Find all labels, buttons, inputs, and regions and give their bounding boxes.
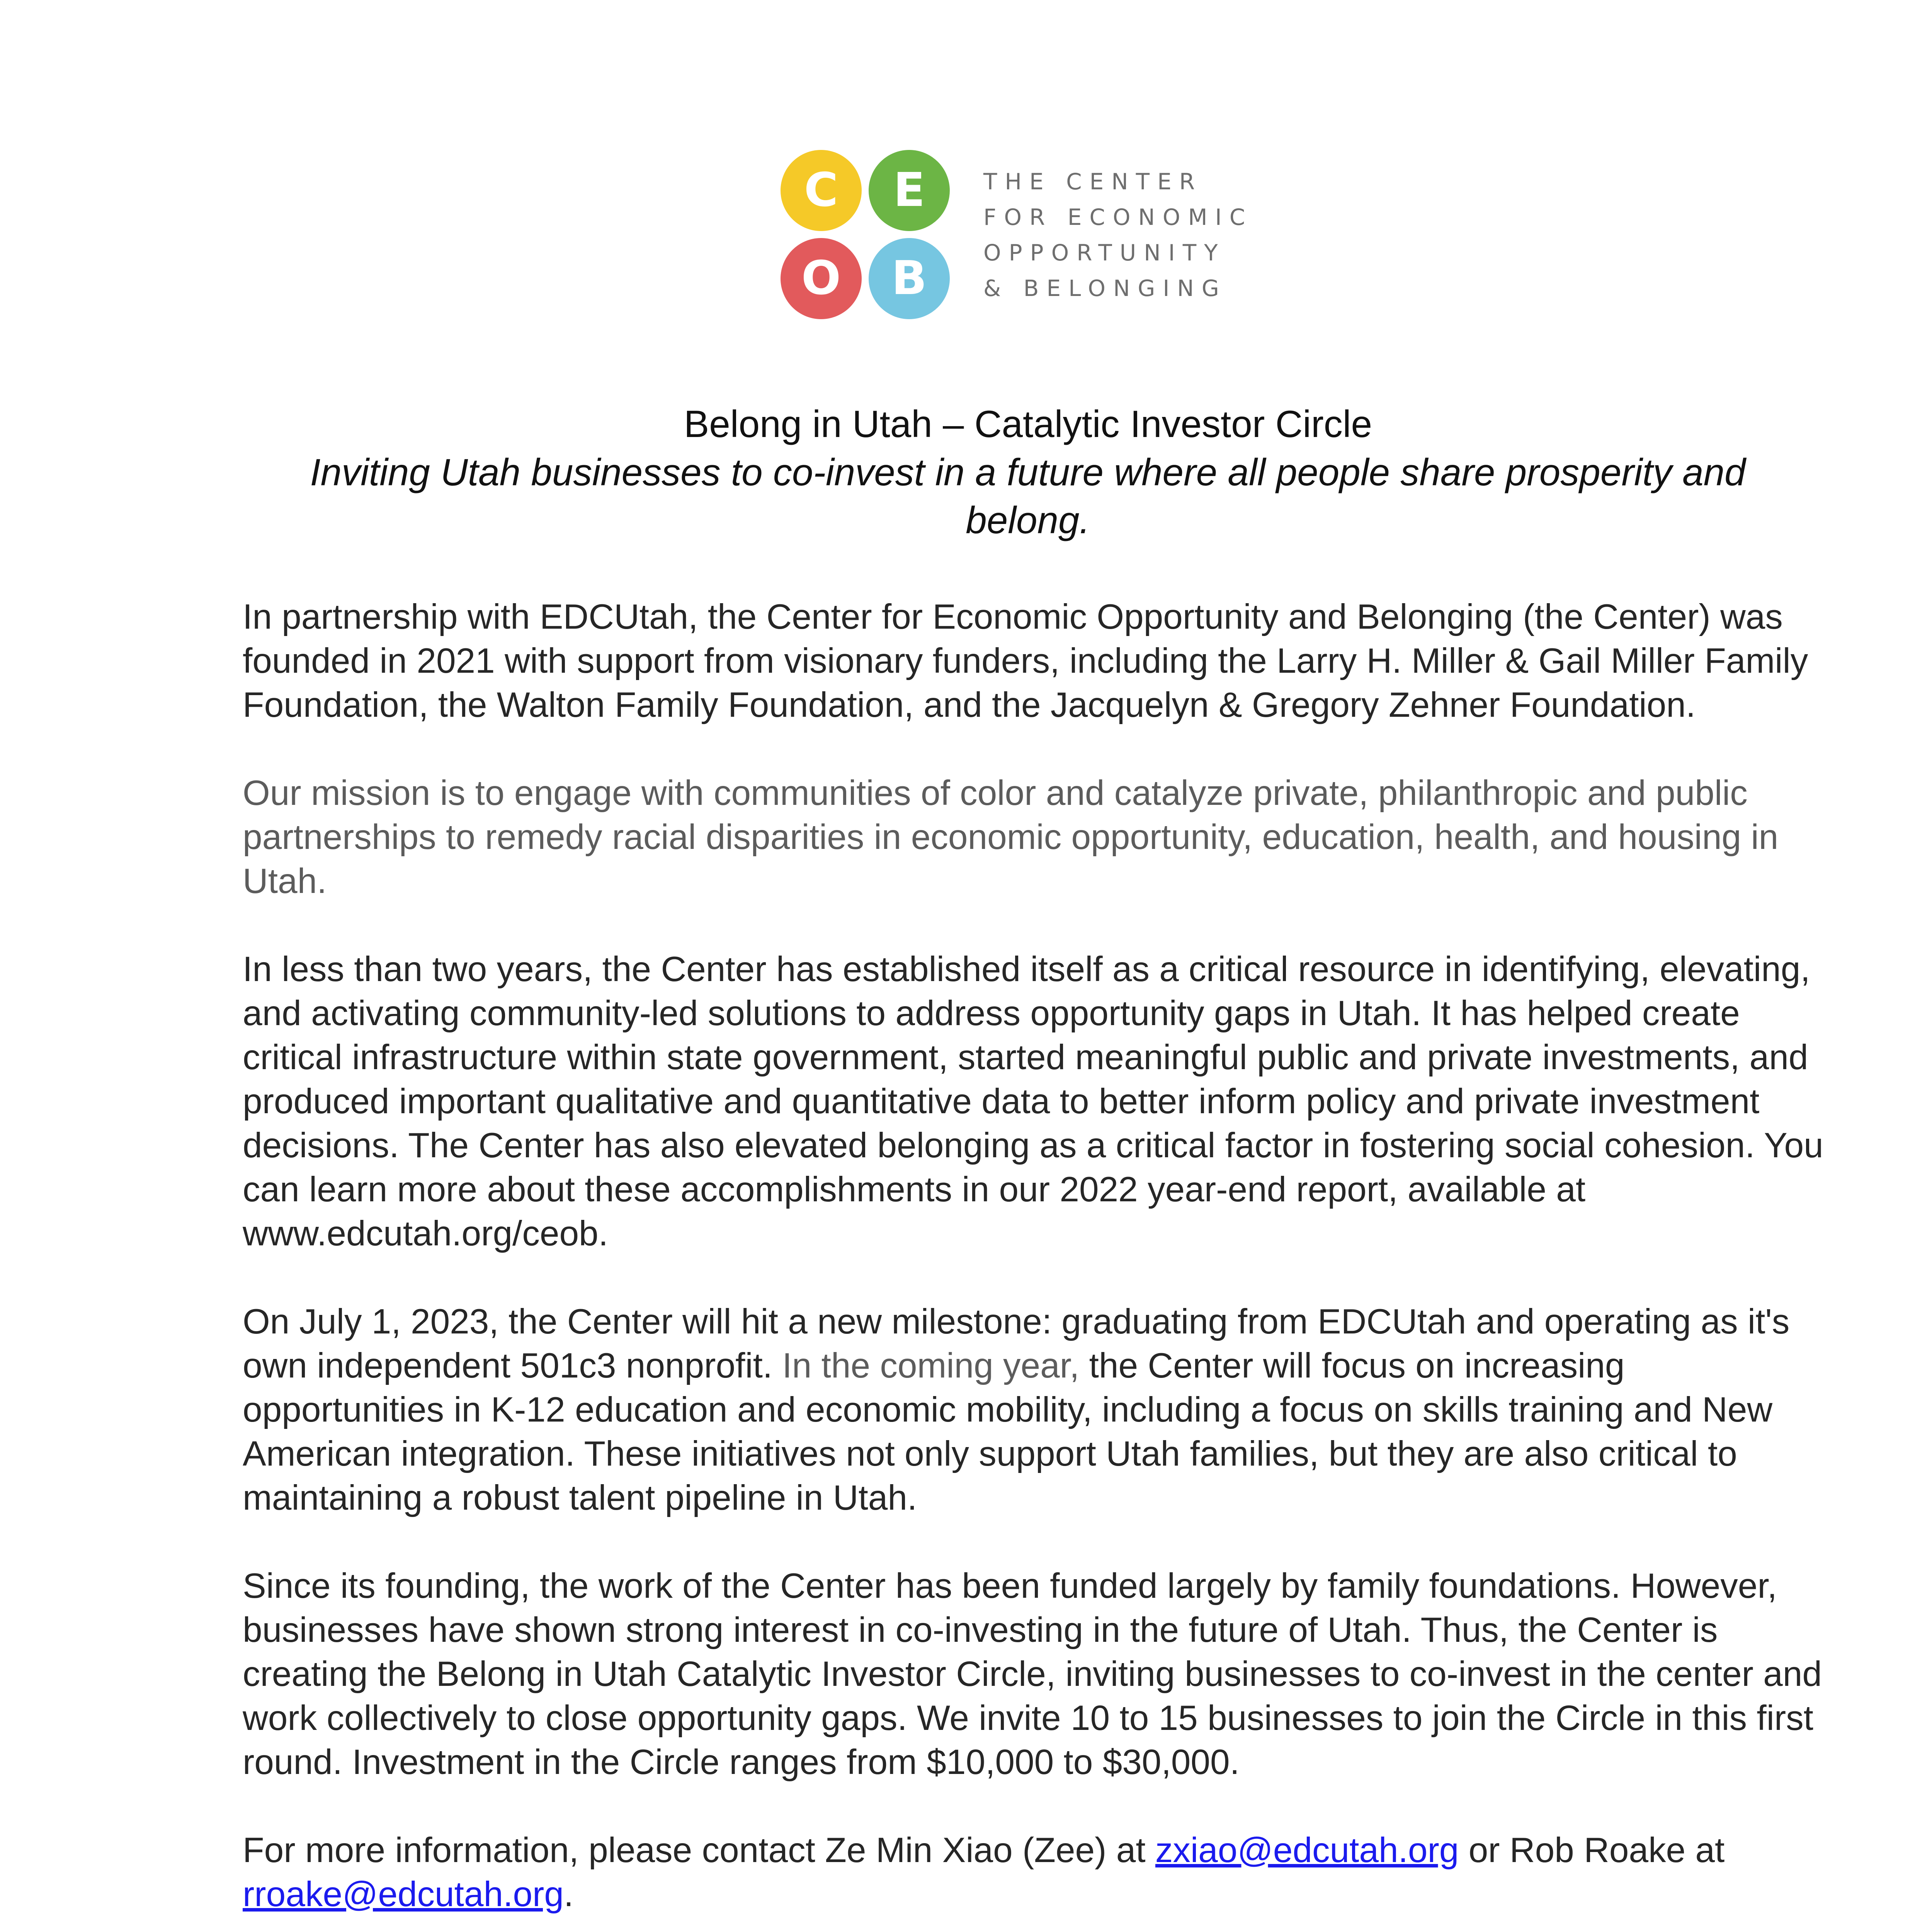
- contact-suffix: .: [563, 1875, 574, 1914]
- logo-line-4: & BELONGING: [983, 275, 1227, 301]
- logo-circle-o: O: [781, 238, 862, 319]
- logo-line-3: OPPORTUNITY: [983, 240, 1226, 266]
- milestone-text-1: On July 1, 2023, the Center will hit a new milestone: graduating from EDCUtah and operating as it's own independent 501c3 nonprofit.: [243, 1302, 1790, 1385]
- logo-circle-c: C: [781, 150, 862, 231]
- email-link-zxiao[interactable]: zxiao@edcutah.org: [1155, 1831, 1459, 1870]
- paragraph-milestone: [243, 1300, 1827, 1520]
- paragraph-investor-circle: Since its founding, the work of the Center has been funded largely by family foundations. However, businesses have shown strong interest in co-investing in the future of Utah. Thus, the Center is creating the Belong in Utah Catalytic Investor Circle, inviting businesses to co-invest in the center and work collectively to close opportunity gaps. We invite 10 to 15 businesses to join the Circle in this first round. Investment in the Circle ranges from $10,000 to $30,000.: [243, 1566, 1822, 1782]
- contact-middle: or Rob Roake at: [1459, 1831, 1725, 1870]
- milestone-text-3: the Center will focus on increasing opportunities in K-12 education and economic mobility, including a focus on skills training and New American integration. These initiatives not only support Utah families, but they are also critical to maintaining a robust talent pipeline in Utah.: [243, 1346, 1773, 1517]
- logo-line-1: THE CENTER: [983, 168, 1203, 195]
- email-link-rroake[interactable]: rroake@edcutah.org: [243, 1875, 564, 1914]
- document-body: [243, 595, 1827, 1932]
- logo-circle-b: B: [869, 238, 950, 319]
- document-title: Belong in Utah – Catalytic Investor Circle: [684, 403, 1372, 445]
- logo-wordmark: [983, 164, 1253, 306]
- milestone-text-2: In the coming year,: [782, 1346, 1080, 1385]
- logo-circle-e: E: [869, 150, 950, 231]
- ceob-logo: [781, 150, 1321, 328]
- contact-prefix: For more information, please contact Ze Min Xiao (Zee) at: [243, 1831, 1155, 1870]
- paragraph-accomplishments: In less than two years, the Center has established itself as a critical resource in identifying, elevating, and activating community-led solutions to address opportunity gaps in Utah. It has helped create critical infrastructure within state government, started meaningful public and private investments, and produced important qualitative and quantitative data to better inform policy and private investment decisions. The Center has also elevated belonging as a critical factor in fostering social cohesion. You can learn more about these accomplishments in our 2022 year-end report, available at www.edcutah.org/ceob.: [243, 950, 1823, 1253]
- document-subtitle: Inviting Utah businesses to co-invest in a future where all people share prosperity and belong.: [310, 451, 1746, 541]
- paragraph-mission: Our mission is to engage with communities of color and catalyze private, philanthropic and public partnerships to remedy racial disparities in economic opportunity, education, health, and housing in Utah.: [243, 774, 1779, 901]
- paragraph-partnership: In partnership with EDCUtah, the Center for Economic Opportunity and Belonging (the Center) was founded in 2021 with support from visionary funders, including the Larry H. Miller & Gail Miller Family Foundation, the Walton Family Foundation, and the Jacquelyn & Gregory Zehner Foundation.: [243, 597, 1808, 724]
- paragraph-contact: [243, 1828, 1827, 1917]
- logo-line-2: FOR ECONOMIC: [983, 204, 1253, 230]
